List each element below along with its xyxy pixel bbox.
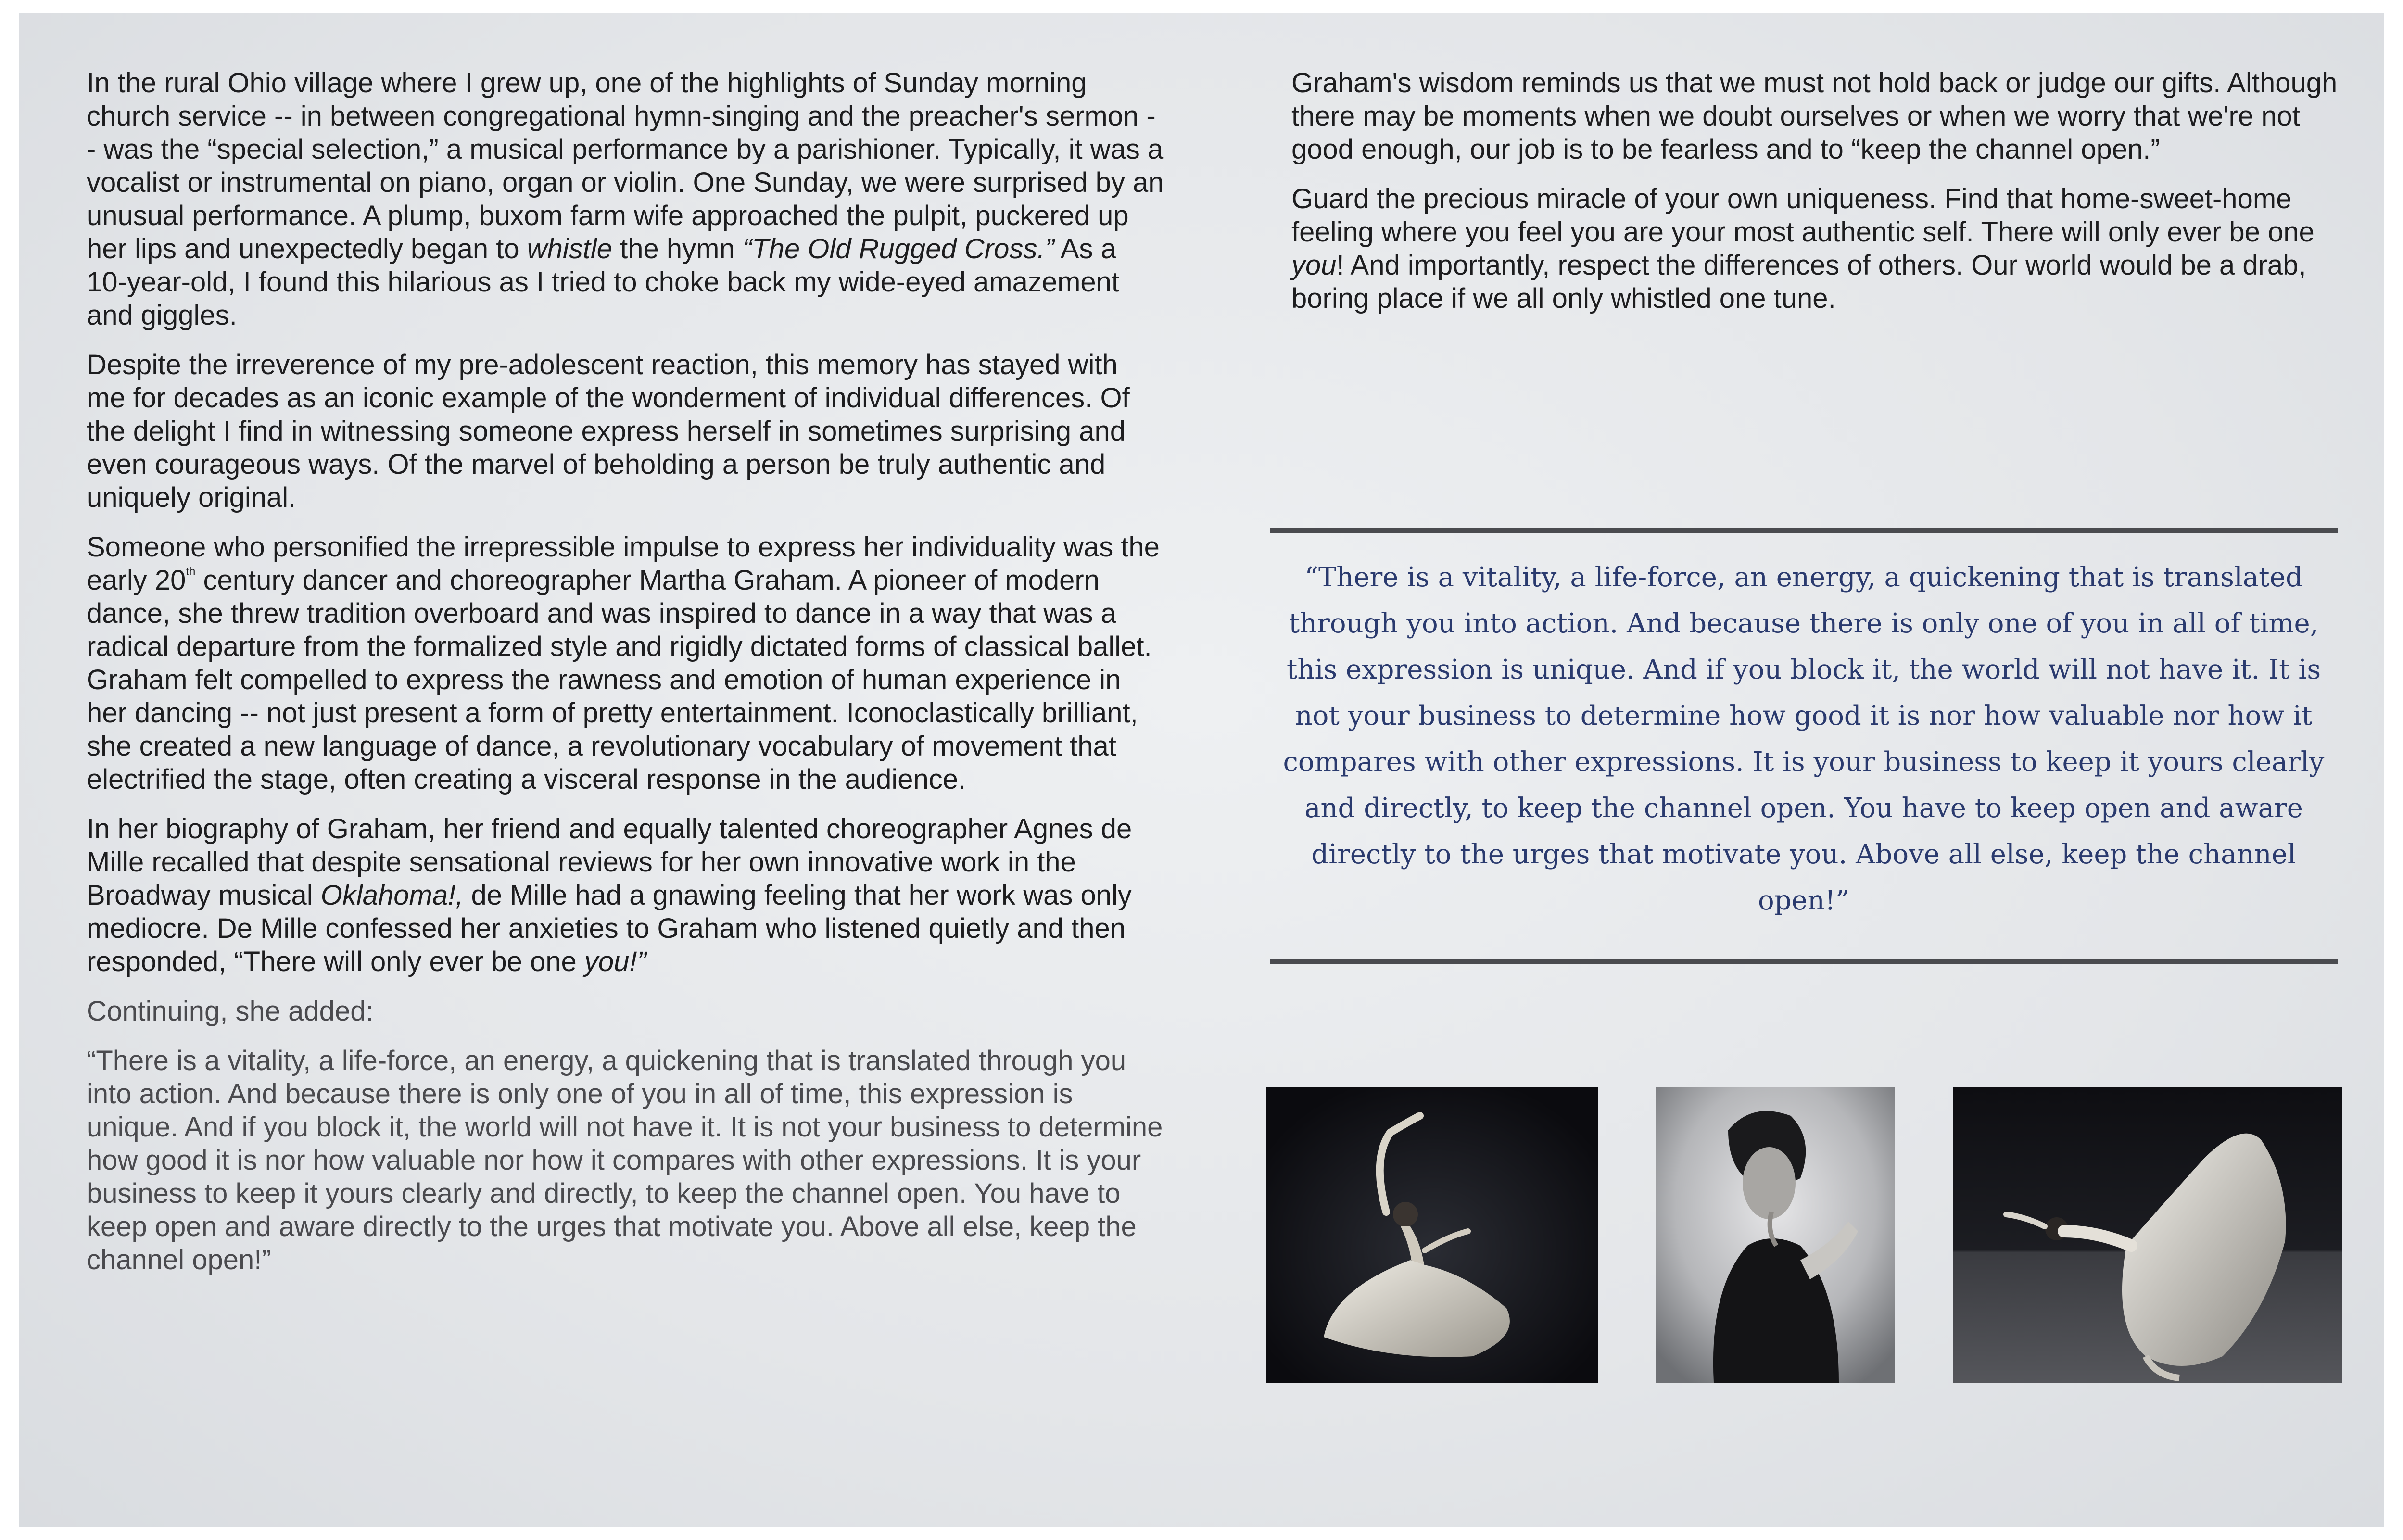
text-run: de Mille had a gnawing feeling that her work was only mediocre. De Mille confessed her anxieties to Graham who listened quietly and then responded, “There will only ever be one [87,880,1132,977]
booklet-spread [19,13,2384,1527]
paragraph-sunday-service [87,66,1164,332]
left-column [87,66,1164,1293]
text-run: As a 10-year-old, I found this hilarious as I tried to choke back my wide-eyed amazement and giggles. [87,233,1120,331]
paragraph-continuing: Continuing, she added: [87,996,374,1027]
text-run: In her biography of Graham, her friend and equally talented choreographer Agnes de Mille recalled that despite sensational reviews for her own innovative work in the Broadway musical [87,813,1132,911]
text-run: ! And importantly, respect the differences of others. Our world would be a drab, boring place if we all only whistled one tune. [1291,250,2306,314]
photo-dancer-flowing-skirt-image [1266,1087,1598,1383]
photo-dancer-flowing-skirt [1266,1087,1598,1383]
paragraph-agnes-de-mille [87,812,1164,978]
pull-quote-bottom-rule [1270,959,2338,964]
paragraph-memory: Despite the irreverence of my pre-adolescent reaction, this memory has stayed with me for decades as an iconic example of the wonderment of individual differences. Of the delight I find in witnessing someone express herself in sometimes surprising and even courageous ways. Of the marvel of beholding a person be truly authentic and uniquely original. [87,349,1130,513]
text-run: century dancer and choreographer Martha Graham. A pioneer of modern dance, she threw tradition overboard and was inspired to dance in a way that was a radical departure from the formalized style and rigidly dictated forms of classical ballet. Graham felt compelled to express the rawness and emotion of human experience in her dancing -- not just present a form of pretty entertainment. Iconoclastically brilliant, she created a new language of dance, a revolutionary vocabulary of movement that electrified the stage, often creating a visceral response in the audience. [87,565,1152,795]
pull-quote: “There is a vitality, a life-force, an energy, a quickening that is translated through you into action. And because there is only one of you in all of time, this expression is unique. And if you block it, the world will not have it. It is not your business to determine how good it is nor how valuable nor how it compares with other expressions. It is your business to keep it yours clearly and directly, to keep the channel open. You have to keep open and aware directly to the urges that motivate you. Above all else, keep the channel open!” [1283,562,2325,916]
emphasis-oklahoma: Oklahoma!, [320,880,464,911]
emphasis-you: you [1291,250,1337,281]
photo-graham-portrait [1656,1087,1895,1383]
text-run: In the rural Ohio village where I grew up, one of the highlights of Sunday morning church service -- in between congregational hymn-singing and the preacher's sermon -- was the “special selection,” a musical performance by a parishioner. Typically, it was a vocalist or instrumental on piano, organ or violin. One Sunday, we were surprised by an unusual performance. A plump, buxom farm wife approached the pulpit, puckered up her lips and unexpectedly began to [87,67,1164,265]
paragraph-graham-quote: “There is a vitality, a life-force, an energy, a quickening that is translated through you into action. And because there is only one of you in all of time, this expression is unique. And if you block it, the world will not have it. It is not your business to determine how good it is nor how valuable nor how it compares with other expressions. It is your business to keep it yours clearly and directly, to keep the channel open. You have to keep open and aware directly to the urges that motivate you. Above all else, keep the channel open!” [87,1045,1163,1275]
paragraph-martha-graham [87,530,1164,796]
emphasis-hymn-title: “The Old Rugged Cross.” [742,233,1054,265]
right-column [1291,66,2369,331]
photo-graham-letter-to-the-world [1953,1087,2342,1383]
superscript-th: th [186,565,196,578]
paragraph-grahams-wisdom: Graham's wisdom reminds us that we must not hold back or judge our gifts. Although there may be moments when we doubt ourselves or when we worry that we're not good enough, our job is to be fearless and to “keep the channel open.” [1291,67,2338,165]
photo-graham-letter-to-the-world-image [1953,1087,2342,1383]
paragraph-uniqueness [1291,182,2369,315]
text-run: Someone who personified the irrepressible impulse to express her individuality was the early 20 [87,531,1160,596]
pull-quote-top-rule [1270,528,2338,533]
text-run: Guard the precious miracle of your own uniqueness. Find that home-sweet-home feeling where you feel you are your most authentic self. There will only ever be one [1291,183,2314,248]
emphasis-you: you!” [584,946,646,977]
emphasis-whistle: whistle [527,233,613,265]
text-run: the hymn [612,233,743,265]
photo-graham-portrait-image [1656,1087,1895,1383]
